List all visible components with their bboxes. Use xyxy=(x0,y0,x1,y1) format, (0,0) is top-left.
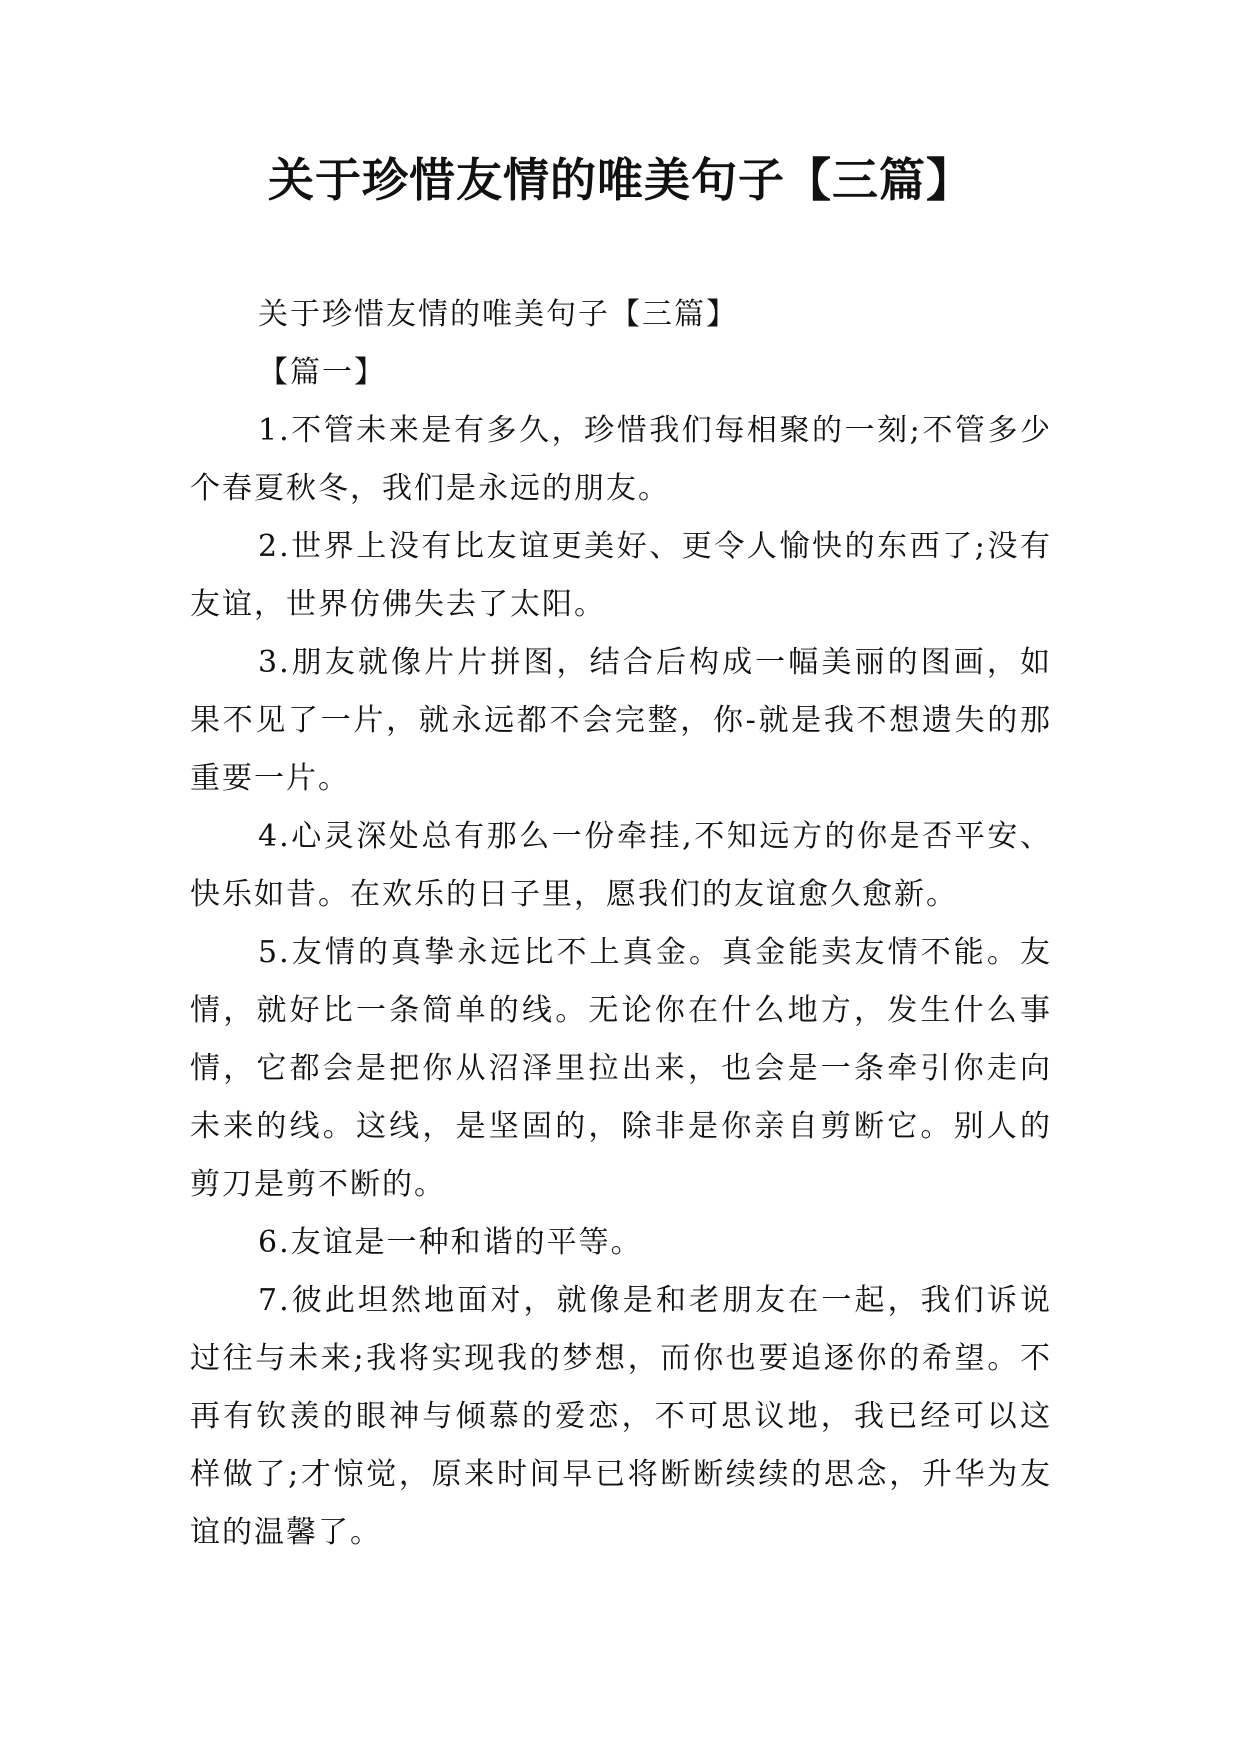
paragraph-6: 6.友谊是一种和谐的平等。 xyxy=(258,1225,643,1260)
paragraph-7: 7.彼此坦然地面对，就像是和老朋友在一起，我们诉说过往与未来;我将实现我的梦想，而你也要追逐你的希望。不再有钦羡的眼神与倾慕的爱恋，不可思议地，我已经可以这样做了;才惊觉，原来时间早已将断断续续的思念，升华为友谊的温馨了。 xyxy=(190,1283,1052,1550)
document-title: 关于珍惜友情的唯美句子【三篇】 xyxy=(268,153,973,207)
paragraph-3: 3.朋友就像片片拼图，结合后构成一幅美丽的图画，如果不见了一片，就永远都不会完整，你-就是我不想遗失的那重要一片。 xyxy=(190,645,1052,796)
section-heading: 【篇一】 xyxy=(258,355,386,390)
document-subtitle: 关于珍惜友情的唯美句子【三篇】 xyxy=(258,297,738,332)
paragraph-1: 1.不管未来是有多久，珍惜我们每相聚的一刻;不管多少个春夏秋冬，我们是永远的朋友。 xyxy=(190,413,1052,506)
document-body xyxy=(190,286,1052,1562)
paragraph-4: 4.心灵深处总有那么一份牵挂,不知远方的你是否平安、快乐如昔。在欢乐的日子里，愿我们的友谊愈久愈新。 xyxy=(190,819,1052,912)
paragraph-5: 5.友情的真挚永远比不上真金。真金能卖友情不能。友情，就好比一条简单的线。无论你在什么地方，发生什么事情，它都会是把你从沼泽里拉出来，也会是一条牵引你走向未来的线。这线，是坚固的，除非是你亲自剪断它。别人的剪刀是剪不断的。 xyxy=(190,935,1052,1202)
paragraph-2: 2.世界上没有比友谊更美好、更令人愉快的东西了;没有友谊，世界仿佛失去了太阳。 xyxy=(190,529,1052,622)
